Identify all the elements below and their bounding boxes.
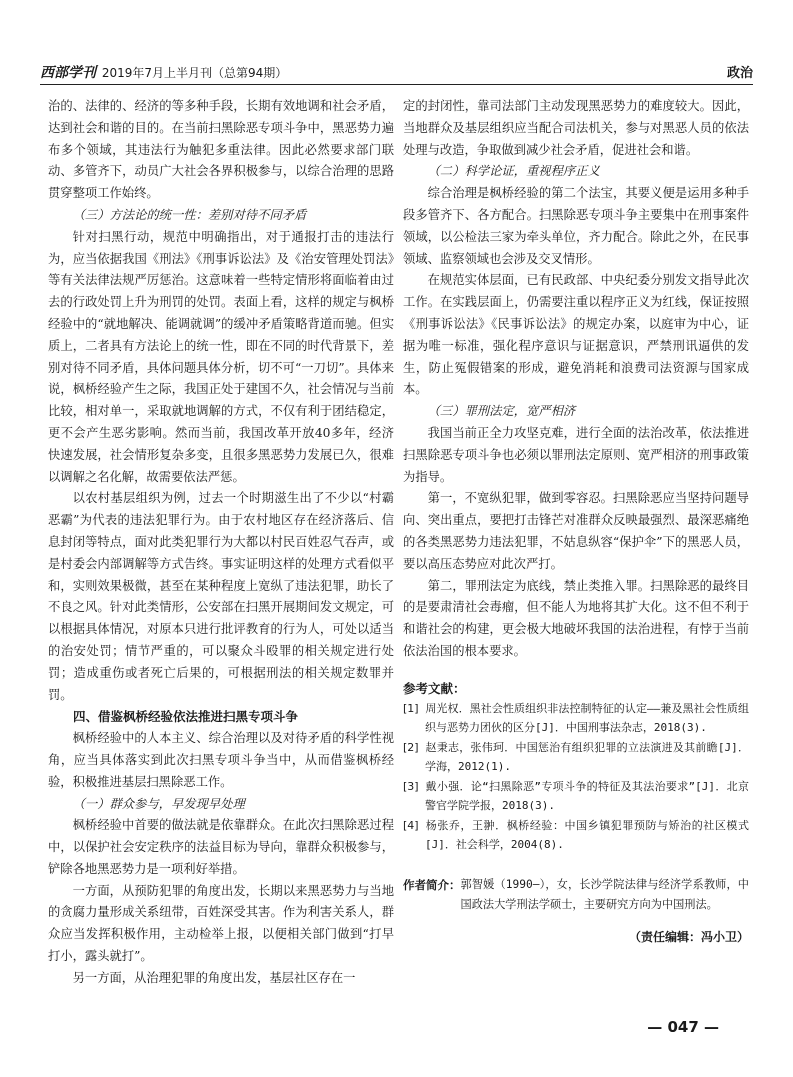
author-intro-text: 郭智媛（1990—），女，长沙学院法律与经济学系教师，中国政法大学刑法学硕士，主要研究方向为中国刑法。 xyxy=(460,877,749,911)
reference-number: [2] xyxy=(403,740,419,754)
reference-item xyxy=(403,738,749,777)
page-number: — 047 — xyxy=(647,1018,719,1036)
reference-number: [1] xyxy=(403,701,419,715)
reference-item xyxy=(403,816,749,855)
right-column-body xyxy=(403,96,749,663)
journal-info xyxy=(40,62,287,82)
right-column xyxy=(403,96,749,947)
paragraph: 我国当前正全力攻坚克难，进行全面的法治改革，依法推进扫黑除恶专项斗争也必须以罪刑法定原则、宽严相济的刑事政策为指导。 xyxy=(403,425,749,484)
reference-text: 赵秉志，张伟珂．中国惩治有组织犯罪的立法演进及其前瞻[J]．学海，2012(1). xyxy=(425,740,749,774)
paragraph: 定的封闭性，靠司法部门主动发现黑恶势力的难度较大。因此，当地群众及基层组织应当配合司法机关，参与对黑恶人员的依法处理与改造，争取做到减少社会矛盾，促进社会和谐。 xyxy=(403,99,749,157)
subsection-heading: （三）罪刑法定，宽严相济 xyxy=(427,404,576,419)
reference-text: 戴小强．论“扫黑除恶”专项斗争的特征及其法治要求”[J]．北京警官学院学报，2018(3). xyxy=(425,779,750,813)
subsection-heading: （一）群众参与，早发现早处理 xyxy=(72,796,245,811)
paragraph: 枫桥经验中首要的做法就是依靠群众。在此次扫黑除恶过程中，以保护社会安定秩序的法益目标为导向，靠群众积极参与，铲除各地黑恶势力是一项利好举措。 xyxy=(48,818,394,876)
journal-logo: 西部学刊 xyxy=(40,65,96,81)
reference-text: 周光权．黑社会性质组织非法控制特征的认定——兼及黑社会性质组织与恶势力团伙的区分[J]．中国刑事法杂志，2018(3). xyxy=(425,701,749,735)
paragraph: 第一，不宽纵犯罪，做到零容忍。扫黑除恶应当坚持问题导向、突出重点，要把打击锋芒对准群众反映最强烈、最深恶痛绝的各类黑恶势力违法犯罪，不姑息纵容“保护伞”下的黑恶人员，要以高压态势应对此次严打。 xyxy=(403,491,749,571)
paragraph: 一方面，从预防犯罪的角度出发，长期以来黑恶势力与当地的贪腐力量形成关系纽带，百姓深受其害。作为利害关系人，群众应当发挥积极作用，主动检举上报，以便相关部门做到“打早打小，露头就打”。 xyxy=(48,883,394,964)
paragraph: 针对扫黑行动，规范中明确指出，对于通报打击的违法行为，应当依据我国《刑法》《刑事诉讼法》及《治安管理处罚法》等有关法律法规严厉惩治。这意味着一些特定情形将面临着由过去的行政处罚上升为刑罚的处罚。表面上看，这样的规定与枫桥经验中的“就地解决、能调就调”的缓冲矛盾策略背道而驰。但实质上，二者具有方法论上的统一性，即在不同的时代背景下，差别对待不同矛盾，具体问题具体分析，切不可“一刀切”。具体来说，枫桥经验产生之际，我国正处于建国不久，社会情况与当前比较，相对单一，采取就地调解的方式，不仅有利于团结稳定，更不会产生恶劣影响。然而当前，我国改革开放40多年，经济快速发展，社会情形复杂多变，且很多黑恶势力发展已久，很难以调解之名化解，故需要依法严惩。 xyxy=(48,229,394,484)
left-column xyxy=(48,96,394,990)
responsible-editor: （责任编辑：冯小卫） xyxy=(628,929,749,944)
paragraph: 综合治理是枫桥经验的第二个法宝，其要义便是运用多种手段多管齐下、各方配合。扫黑除恶专项斗争主要集中在刑事案件领域，以公检法三家为牵头单位，齐力配合。除此之外，在民事领域、监察领域也会涉及交叉情形。 xyxy=(403,186,749,266)
reference-number: [3] xyxy=(403,779,419,793)
paragraph: 另一方面，从治理犯罪的角度出发，基层社区存在一 xyxy=(72,970,356,985)
reference-item xyxy=(403,699,749,738)
subsection-heading: （二）科学论证，重视程序正义 xyxy=(427,164,600,179)
reference-number: [4] xyxy=(403,818,419,832)
issue-info: 2019年7月上半月刊（总第94期） xyxy=(101,66,288,80)
paragraph: 第二，罪刑法定为底线，禁止类推入罪。扫黑除恶的最终目的是要肃清社会毒瘤，但不能人为地将其扩大化。这不但不利于和谐社会的构建，更会极大地破坏我国的法治进程，有悖于当前依法治国的根本要求。 xyxy=(403,578,749,658)
running-header xyxy=(40,56,753,85)
author-intro xyxy=(403,875,749,915)
paragraph: 枫桥经验中的人本主义、综合治理以及对待矛盾的科学性视角，应当具体落实到此次扫黑专项斗争当中，从而借鉴枫桥经验，积极推进基层扫黑除恶工作。 xyxy=(48,731,394,789)
references-title: 参考文献： xyxy=(403,680,466,696)
paragraph: 治的、法律的、经济的等多种手段，长期有效地调和社会矛盾，达到社会和谐的目的。在当前扫黑除恶专项斗争中，黑恶势力遍布多个领域，其违法行为触犯多重法律。因此必然要求部门联动、多管齐下，动员广大社会各界积极参与，以综合治理的思路贯穿整项工作始终。 xyxy=(48,99,394,201)
reference-text: 杨张乔，王翀．枫桥经验：中国乡镇犯罪预防与矫治的社区模式[J]．社会科学，2004(8). xyxy=(425,818,749,852)
subsection-heading: （三）方法论的统一性：差别对待不同矛盾 xyxy=(72,207,307,222)
reference-item xyxy=(403,777,749,816)
paragraph: 在规范实体层面，已有民政部、中央纪委分别发文指导此次工作。在实践层面上，仍需要注重以程序正义为红线，保证按照《刑事诉讼法》《民事诉讼法》的规定办案，以庭审为中心，证据为唯一标准，强化程序意识与证据意识，严禁刑讯逼供的发生，防止冤假错案的形成，避免消耗和浪费司法资源与国家成本。 xyxy=(403,273,749,397)
section-label: 政治 xyxy=(726,66,753,81)
paragraph: 以农村基层组织为例，过去一个时期滋生出了不少以“村霸恶霸”为代表的违法犯罪行为。由于农村地区存在经济落后、信息封闭等特点，面对此类犯罪行为大都以村民百姓忍气吞声，或是村委会内部调解等方式告终。事实证明这样的处理方式看似平和，实则效果极微，甚至在某种程度上宽纵了违法犯罪，助长了不良之风。针对此类情形，公安部在扫黑开展期间发文规定，可以根据具体情况，对原本只进行批评教育的行为人，可处以适当的治安处罚；情节严重的，可以聚众斗殴罪的相关规定进行处罚；造成重伤或者死亡后果的，可根据刑法的相关规定数罪并罚。 xyxy=(48,491,394,702)
author-intro-label: 作者简介： xyxy=(403,877,461,892)
section-heading: 四、借鉴枫桥经验依法推进扫黑专项斗争 xyxy=(73,709,299,725)
references-list xyxy=(403,699,749,855)
